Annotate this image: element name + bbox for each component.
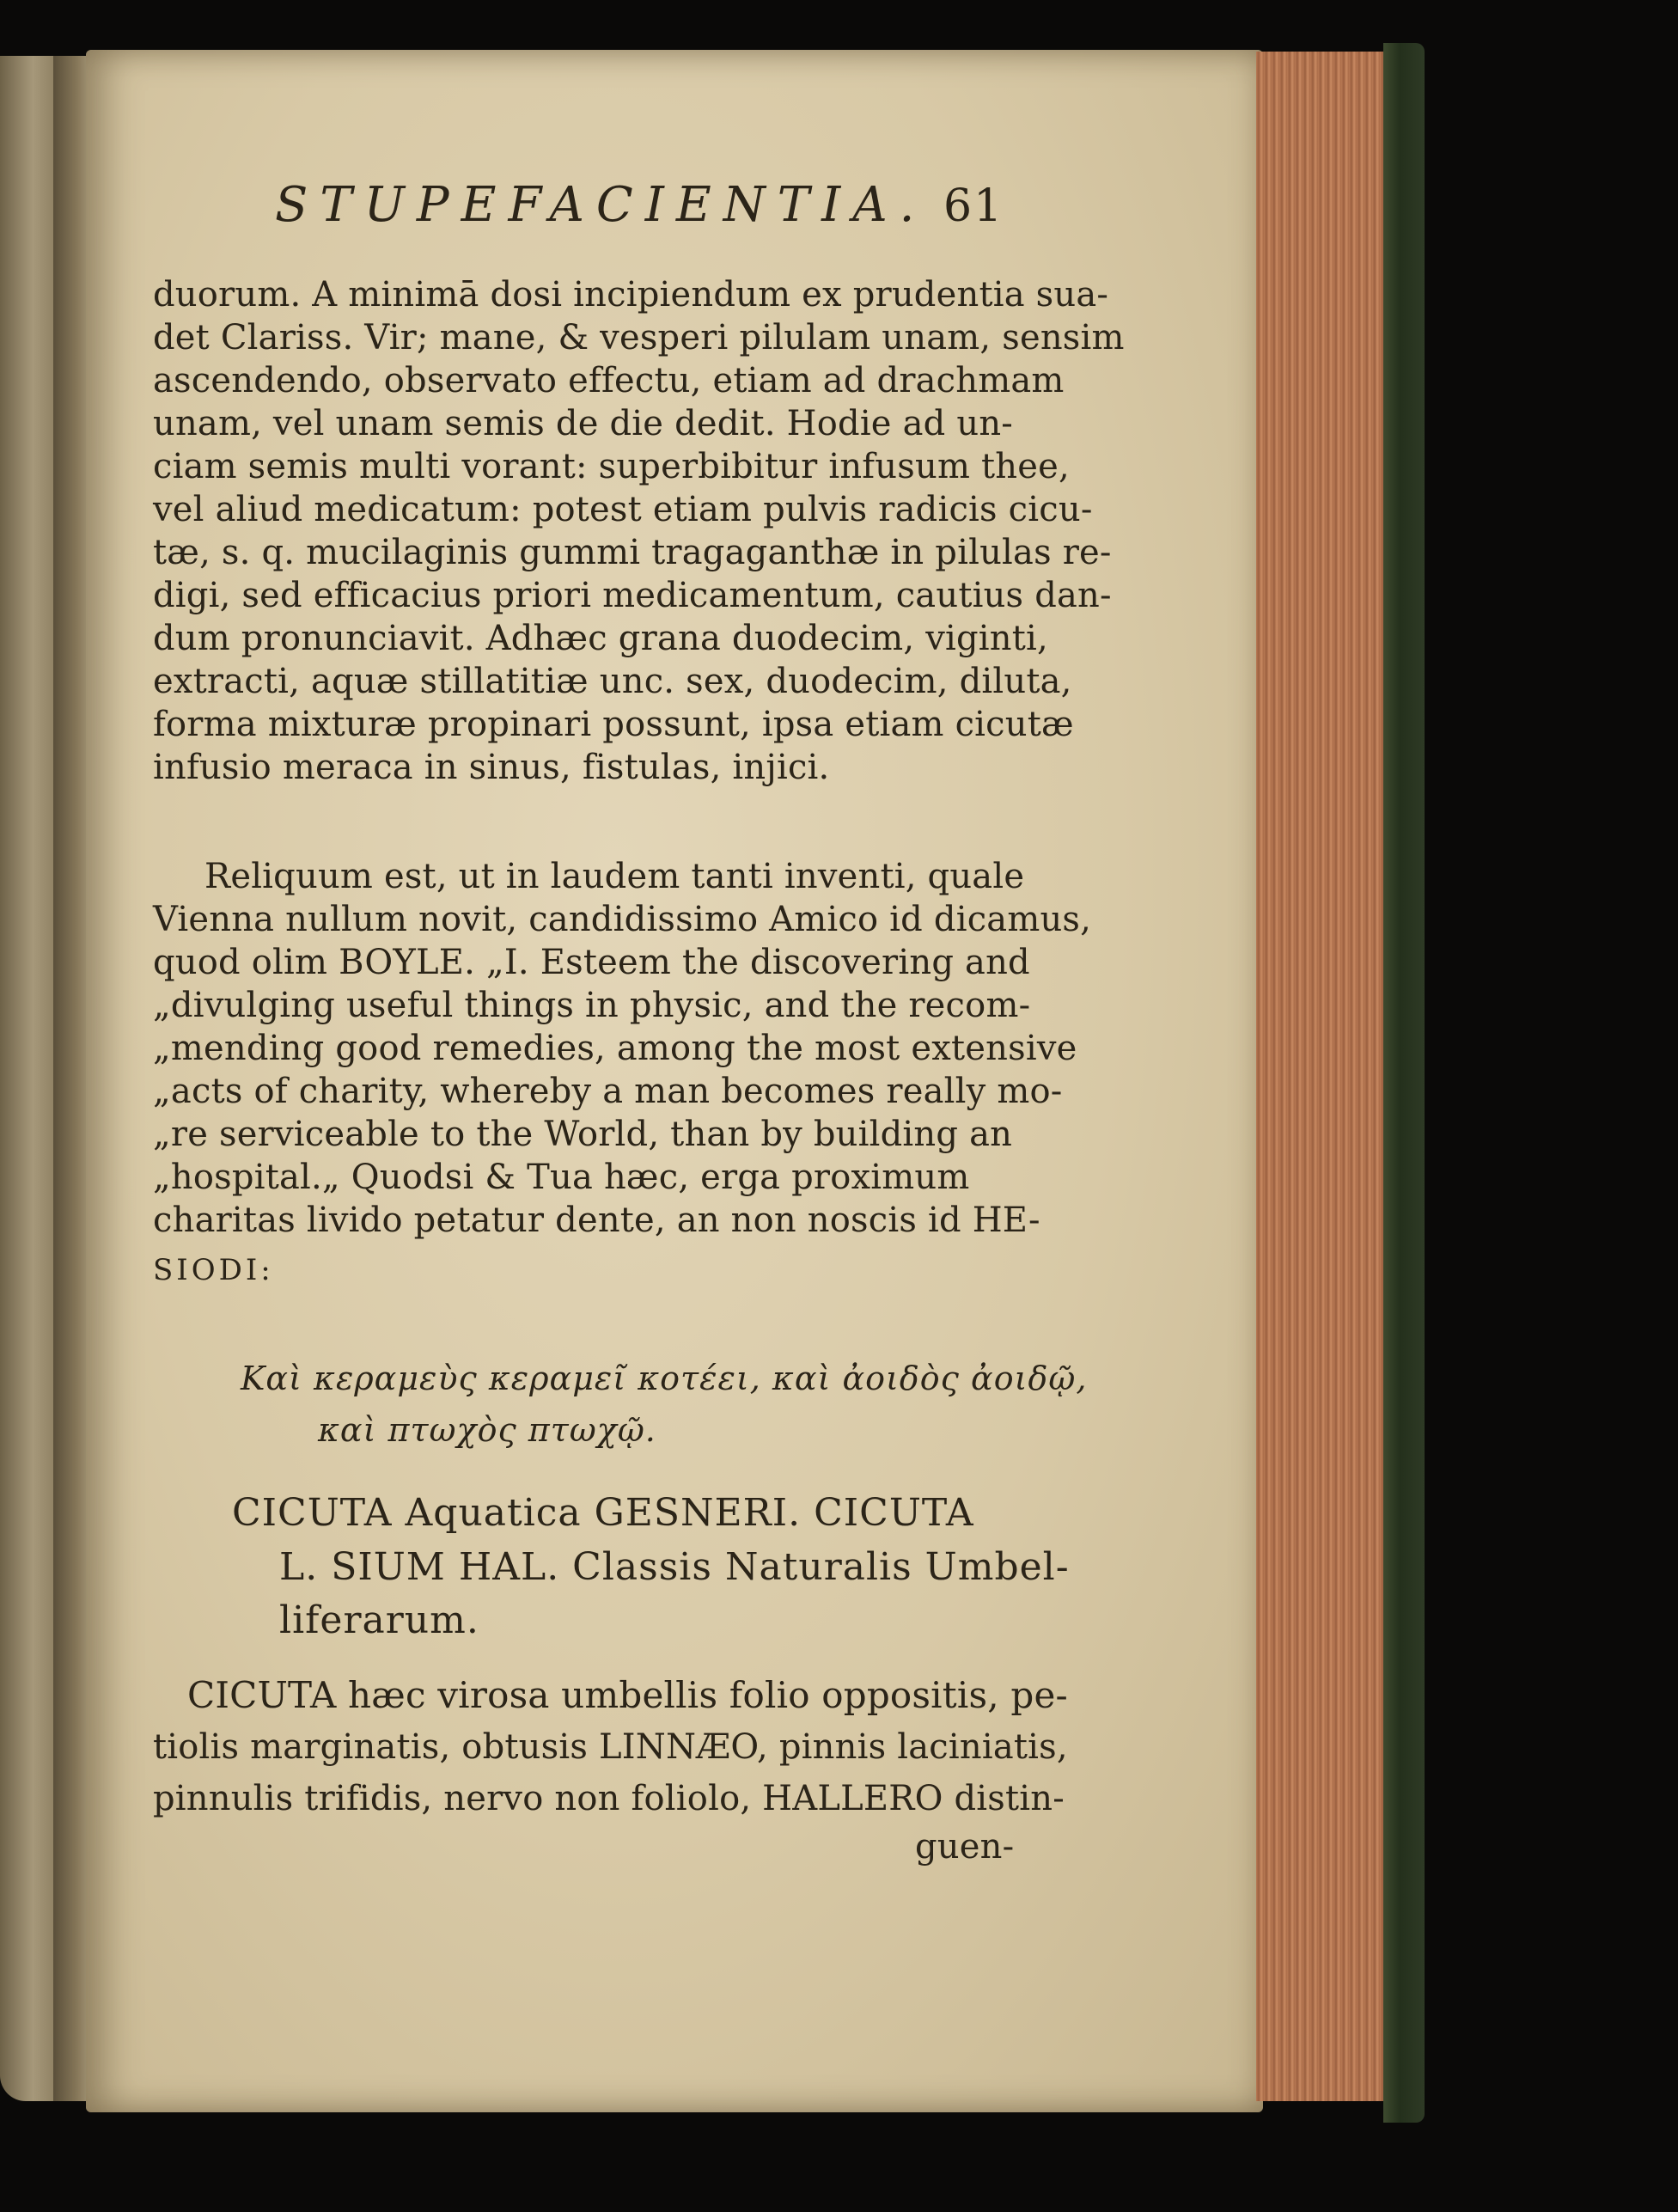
text-line: duorum. A minimā dosi incipiendum ex prudentia sua- [153, 275, 1109, 315]
text-line: „acts of charity, whereby a man becomes really mo- [153, 1072, 1063, 1111]
text-line: charitas livido petatur dente, an non noscis id HE- [153, 1201, 1040, 1240]
entry-heading-line: CICUTA Aquatica GESNERI. CICUTA [232, 1491, 974, 1535]
greek-quote-line: Καὶ κεραμεὺς κεραμεῖ κοτέει, καὶ ἀοιδὸς ἀοιδῷ, [241, 1360, 1088, 1397]
text-line: Vienna nullum novit, candidissimo Amico id dicamus, [153, 900, 1092, 939]
book-cover-edge [1383, 43, 1425, 2123]
text-line: tæ, s. q. mucilaginis gummi tragaganthæ in pilulas re- [153, 533, 1112, 572]
text-line: infusio meraca in sinus, fistulas, injici. [153, 748, 830, 787]
text-line: „divulging useful things in physic, and the recom- [153, 986, 1031, 1025]
text-line: vel aliud medicatum: potest etiam pulvis radicis cicu- [153, 490, 1093, 529]
text-line: „mending good remedies, among the most extensive [153, 1029, 1077, 1068]
left-page-edge [0, 56, 60, 2101]
text-line: ascendendo, observato effectu, etiam ad drachmam [153, 361, 1065, 400]
catchword: guen- [915, 1827, 1015, 1867]
text-line: „re serviceable to the World, than by building an [153, 1115, 1013, 1154]
text-line: det Clariss. Vir; mane, & vesperi pilulam unam, sensim [153, 318, 1125, 357]
page-fore-edges [1256, 52, 1394, 2101]
greek-quote-line: καὶ πτωχὸς πτωχῷ. [318, 1411, 656, 1449]
text-line: pinnulis trifidis, nervo non foliolo, HALLERO distin- [153, 1779, 1065, 1818]
text-line: dum pronunciavit. Adhæc grana duodecim, viginti, [153, 619, 1048, 658]
text-line: forma mixturæ propinari possunt, ipsa etiam cicutæ [153, 705, 1074, 744]
text-line: CICUTA hæc virosa umbellis folio oppositis, pe- [187, 1674, 1068, 1716]
page-number: 61 [943, 180, 1004, 232]
running-header: STUPEFACIENTIA. [275, 177, 927, 233]
text-line: SIODI: [153, 1253, 274, 1287]
entry-heading-line: liferarum. [279, 1598, 479, 1642]
text-line: ciam semis multi vorant: superbibitur infusum thee, [153, 447, 1070, 486]
text-line: digi, sed efficacius priori medicamentum, cautius dan- [153, 576, 1112, 615]
text-line: quod olim BOYLE. „I. Esteem the discovering and [153, 943, 1030, 982]
text-line: tiolis marginatis, obtusis LINNÆO, pinnis laciniatis, [153, 1727, 1068, 1767]
text-line: extracti, aquæ stillatitiæ unc. sex, duodecim, diluta, [153, 662, 1072, 701]
entry-heading-line: L. SIUM HAL. Classis Naturalis Umbel- [279, 1545, 1070, 1589]
text-line: Reliquum est, ut in laudem tanti inventi, quale [204, 857, 1025, 896]
text-line: „hospital.„ Quodsi & Tua hæc, erga proximum [153, 1158, 970, 1197]
text-line: unam, vel unam semis de die dedit. Hodie ad un- [153, 404, 1014, 443]
